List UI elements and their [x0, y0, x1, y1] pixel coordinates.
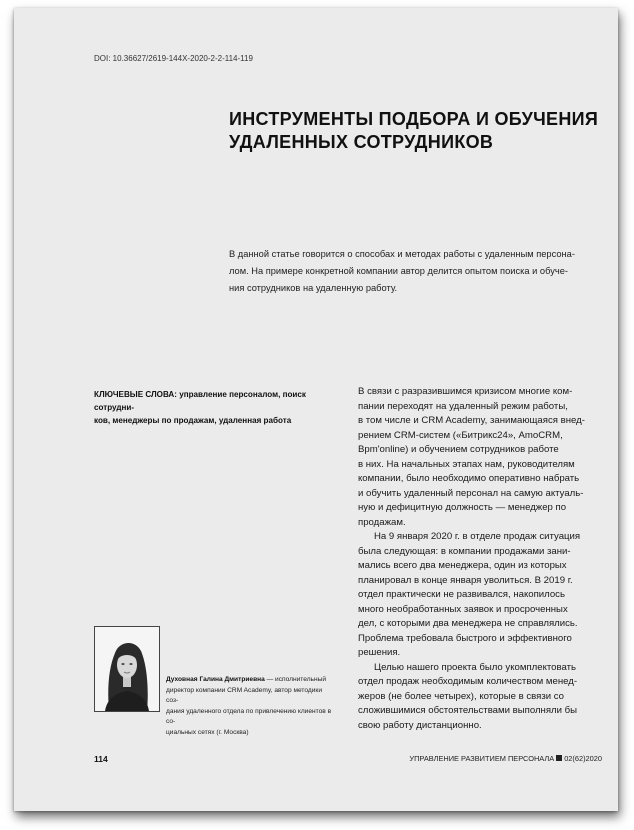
- author-bio-line: [166, 675, 336, 686]
- body-paragraph: [358, 661, 602, 734]
- body-line: пании переходят на удаленный режим работы,: [358, 400, 568, 412]
- author-bio-line: дания удаленного отдела по привлечению клиентов в со-: [166, 707, 332, 725]
- body-line: Проблема требовала быстрого и эффективного: [358, 632, 572, 644]
- page-number: 114: [94, 754, 108, 764]
- body-line: На 9 января 2020 г. в отделе продаж ситуация: [374, 531, 581, 542]
- body-line: рением CRM-систем («Битрикс24», AmoCRM,: [358, 429, 563, 441]
- body-line: сложившимися обстоятельствами выполняли бы: [358, 705, 578, 716]
- body-line: жеров (не более четырех), которые в связи со: [358, 690, 565, 702]
- body-line: в них. На начальных этапах нам, руководителям: [358, 458, 575, 470]
- article-title: [229, 108, 609, 154]
- abstract-line: ния сотрудников на удаленную работу.: [229, 283, 398, 293]
- abstract: [229, 246, 599, 297]
- author-bio-line: директор компании CRM Academy, автор методики соз-: [166, 686, 323, 704]
- journal-footer: [404, 754, 602, 763]
- body-line: была следующая: в компании продажами зани-: [358, 545, 571, 557]
- journal-issue: 02(62)2020: [564, 754, 602, 763]
- body-line: Целью нашего проекта было укомплектовать: [374, 661, 577, 673]
- author-bio: [166, 675, 336, 738]
- author-portrait-image: [95, 627, 159, 711]
- article-title-line: ИНСТРУМЕНТЫ ПОДБОРА И ОБУЧЕНИЯ: [229, 109, 599, 129]
- body-line: в том числе и CRM Academy, занимающаяся внед-: [358, 415, 585, 426]
- body-paragraph: [358, 530, 602, 661]
- body-line: свою работу дистанционно.: [358, 719, 482, 731]
- journal-name: УПРАВЛЕНИЕ РАЗВИТИЕМ ПЕРСОНАЛА: [409, 754, 555, 763]
- body-line: планировал в конце января уволиться. В 2019 г.: [358, 574, 573, 586]
- body-line: отдел продаж необходимым количеством менед-: [358, 676, 578, 687]
- square-bullet-icon: [556, 755, 562, 761]
- keywords-label: КЛЮЧЕВЫЕ СЛОВА:: [94, 390, 177, 399]
- body-line: В связи с разразившимся кризисом многие ком-: [358, 386, 573, 397]
- keywords-line: [94, 388, 344, 414]
- body-line: и обучить удаленный персонал на самую актуаль-: [358, 487, 584, 499]
- body-line: много необработанных заявок и просроченных: [358, 603, 568, 615]
- abstract-line: лом. На примере конкретной компании автор делится опытом поиска и обуче-: [229, 266, 568, 276]
- abstract-line: В данной статье говорится о способах и методах работы с удаленным персона-: [229, 249, 575, 259]
- journal-page: [14, 8, 618, 811]
- body-line: Bpm'online) и обучением сотрудников работе: [358, 444, 559, 455]
- body-line: дел, с которыми два менеджера не справлялись.: [358, 618, 578, 629]
- keywords-line: ков, менеджеры по продажам, удаленная работа: [94, 416, 292, 425]
- body-line: отдел практически не развивался, накопилось: [358, 589, 565, 600]
- article-title-line: УДАЛЕННЫХ СОТРУДНИКОВ: [229, 132, 494, 152]
- body-line: продажам.: [358, 516, 406, 528]
- author-role: — исполнительный: [264, 676, 327, 683]
- keywords-text: управление персоналом, поиск сотрудни-: [94, 390, 306, 412]
- author-name: Духовная Галина Дмитриевна: [166, 676, 265, 683]
- doi-line: DOI: 10.36627/2619-144X-2020-2-2-114-119: [94, 54, 253, 63]
- author-bio-line: циальных сетях (г. Москва): [166, 728, 249, 736]
- article-body: [358, 385, 602, 733]
- body-paragraph: [358, 385, 602, 530]
- body-line: решения.: [358, 647, 401, 658]
- keywords: [94, 388, 344, 427]
- body-line: ную и дефицитную должность — менеджер по: [358, 502, 567, 513]
- author-photo: [94, 626, 160, 712]
- body-line: компании, было необходимо оперативно набрать: [358, 473, 580, 484]
- body-line: мались всего два менеджера, один из которых: [358, 560, 567, 571]
